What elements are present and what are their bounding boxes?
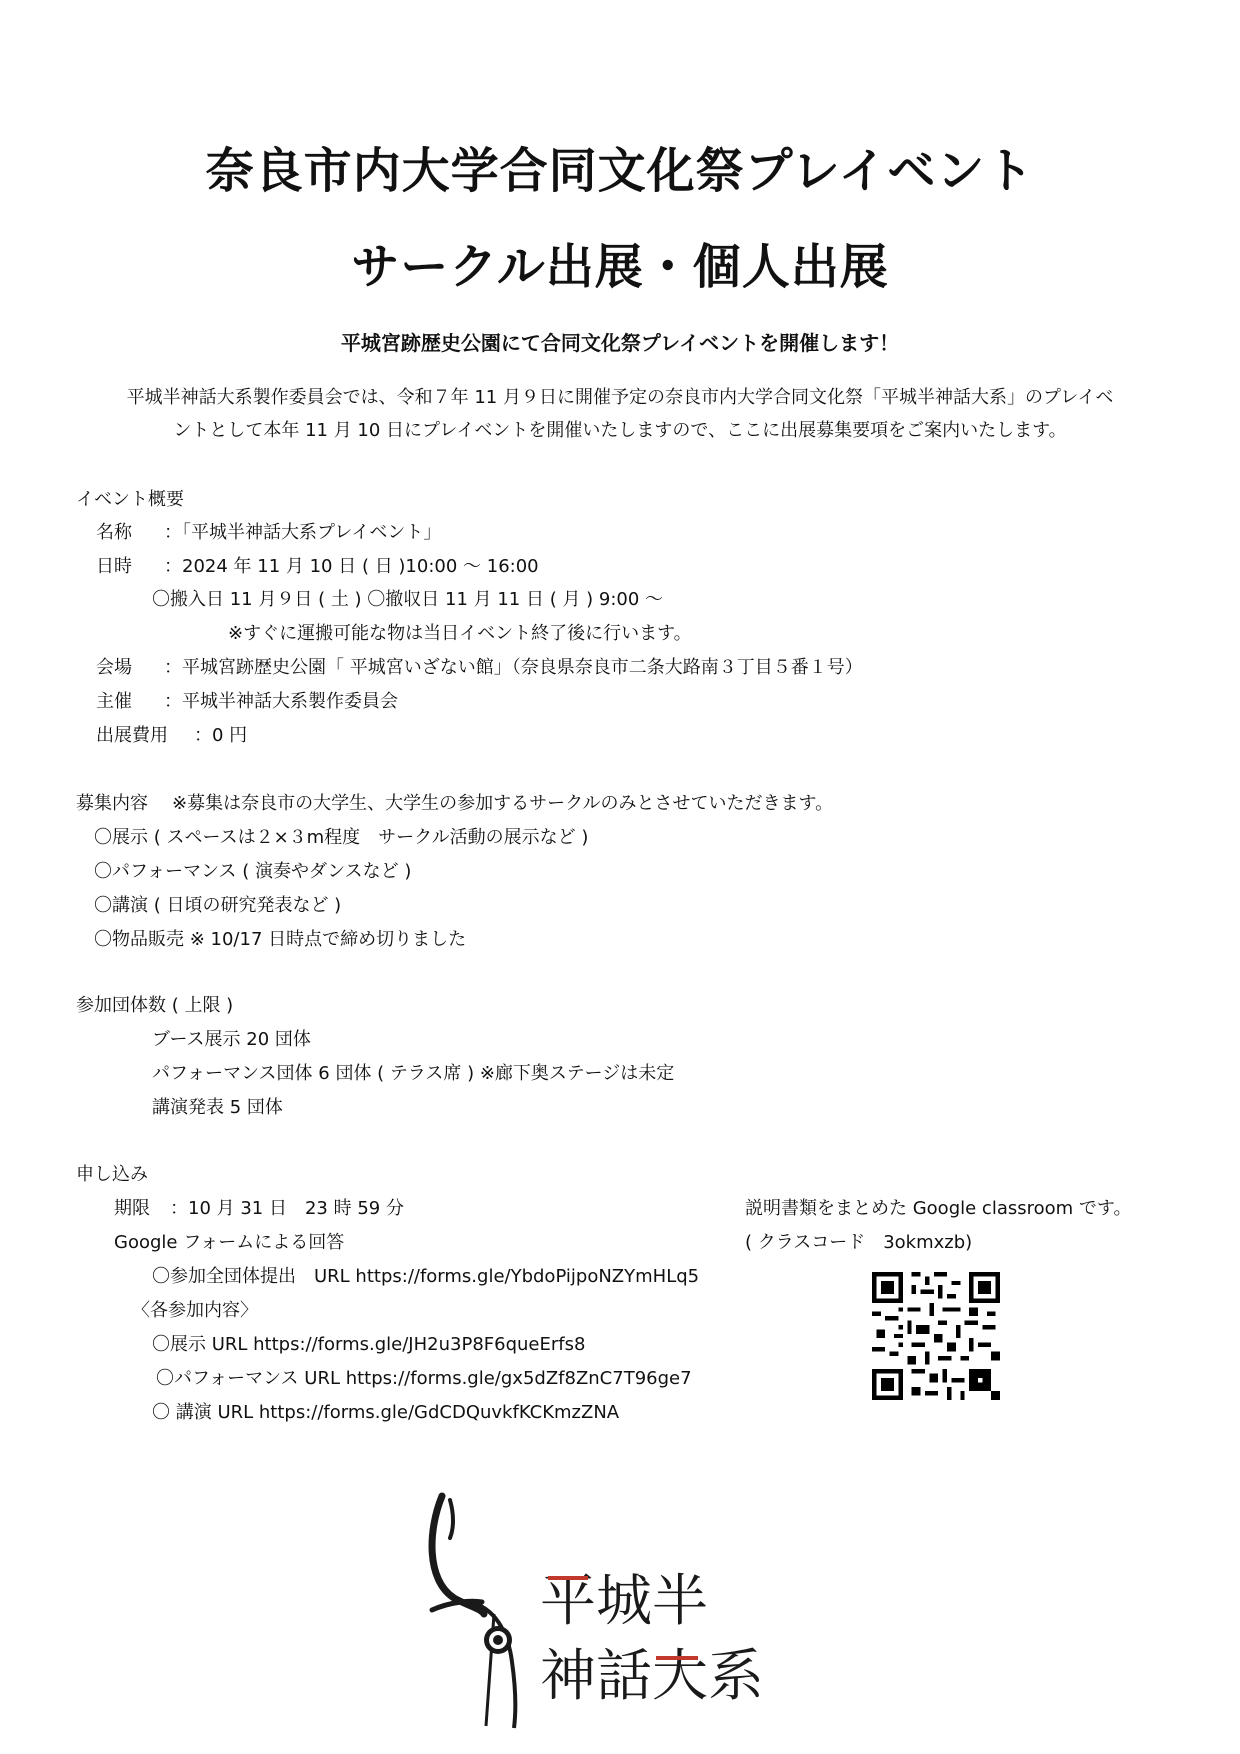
classroom-code: ( クラスコード 3okmxzb) xyxy=(745,1232,973,1253)
intro-line-1: 平城半神話大系製作委員会では、令和７年 11 月９日に開催予定の奈良市内大学合同文化祭「平城半神話大系」のプレイベ xyxy=(126,387,1114,408)
overview-date-row xyxy=(96,552,539,578)
recruit-item-exhibit: 〇展示 ( スペースは２×３m程度 サークル活動の展示など ) xyxy=(94,827,589,848)
setup-note: ※すぐに運搬可能な物は当日イベント終了後に行います。 xyxy=(228,623,692,644)
page-subtitle: サークル出展・個人出展 xyxy=(351,239,889,295)
fee-value: ：0 円 xyxy=(194,725,248,746)
limits-heading: 参加団体数 ( 上限 ) xyxy=(76,995,234,1016)
limits-item-lecture: 講演発表 5 団体 xyxy=(152,1097,283,1118)
recruit-item-performance: 〇パフォーマンス ( 演奏やダンスなど ) xyxy=(94,861,412,882)
recruit-note: ※募集は奈良市の大学生、大学生の参加するサークルのみとさせていただきます。 xyxy=(172,793,834,814)
apply-heading: 申し込み xyxy=(76,1164,148,1185)
name-value: ：「平城半神話大系プレイベント」 xyxy=(164,522,442,543)
recruit-heading: 募集内容 xyxy=(76,793,148,814)
form-note: Google フォームによる回答 xyxy=(114,1232,345,1253)
overview-heading: イベント概要 xyxy=(76,489,184,510)
limits-item-performance: パフォーマンス団体 6 団体 ( テラス席 ) ※廊下奥ステージは未定 xyxy=(152,1063,675,1084)
host-value: ：平城半神話大系製作委員会 xyxy=(164,691,398,712)
overview-fee-row xyxy=(96,721,247,747)
performance-link[interactable]: 〇パフォーマンス URL https://forms.gle/gx5dZf8ZnC7T96ge7 xyxy=(156,1368,692,1389)
limits-item-booth: ブース展示 20 団体 xyxy=(152,1029,311,1050)
date-label: 日時 xyxy=(96,556,132,577)
overview-venue-row xyxy=(96,653,863,679)
host-label: 主催 xyxy=(96,691,132,712)
page-title: 奈良市内大学合同文化祭プレイベント xyxy=(205,143,1035,199)
all-groups-link[interactable]: 〇参加全団体提出 URL https://forms.gle/YbdoPijpoNZYmHLq5 xyxy=(152,1266,700,1287)
deadline-value: ：10 月 31 日 23 時 59 分 xyxy=(170,1198,404,1219)
date-value: ：2024 年 11 月 10 日 ( 日 )10:00 ～ 16:00 xyxy=(164,556,539,577)
recruit-item-lecture: 〇講演 ( 日頃の研究発表など ) xyxy=(94,895,342,916)
qr-code-icon[interactable] xyxy=(872,1272,1000,1400)
fee-label: 出展費用 xyxy=(96,725,168,746)
exhibit-link[interactable]: 〇展示 URL https://forms.gle/JH2u3P8F6queErfs8 xyxy=(152,1334,586,1355)
per-content-heading: 〈各参加内容〉 xyxy=(132,1300,258,1321)
deer-logo-icon xyxy=(420,1490,820,1730)
venue-value: ：平城宮跡歴史公園「 平城宮いざない館」（奈良県奈良市二条大路南３丁目５番１号） xyxy=(164,657,863,678)
overview-name-row xyxy=(96,518,441,544)
venue-label: 会場 xyxy=(96,657,132,678)
recruit-item-sales: 〇物品販売 ※ 10/17 日時点で締め切りました xyxy=(94,929,467,950)
name-label: 名称 xyxy=(96,522,132,543)
overview-host-row xyxy=(96,687,398,713)
intro-line-2: ントとして本年 11 月 10 日にプレイベントを開催いたしますので、ここに出展募集要項をご案内いたします。 xyxy=(173,420,1067,441)
logo-text-line2: 神話大系 xyxy=(540,1644,764,1709)
logo-text-line1: 平城半 xyxy=(540,1569,708,1634)
lead-text: 平城宮跡歴史公園にて合同文化祭プレイベントを開催します！ xyxy=(340,331,900,355)
setup-dates: 〇搬入日 11 月９日 ( 土 ) 〇撤収日 11 月 11 日 ( 月 ) 9:00 ～ xyxy=(152,589,664,610)
classroom-text: 説明書類をまとめた Google classroom です。 xyxy=(745,1198,1132,1219)
lecture-link[interactable]: 〇 講演 URL https://forms.gle/GdCDQuvkfKCKmzZNA xyxy=(152,1402,620,1423)
apply-deadline-row xyxy=(114,1194,404,1220)
recruit-heading-row xyxy=(76,789,833,815)
deadline-label: 期限 xyxy=(114,1198,150,1219)
